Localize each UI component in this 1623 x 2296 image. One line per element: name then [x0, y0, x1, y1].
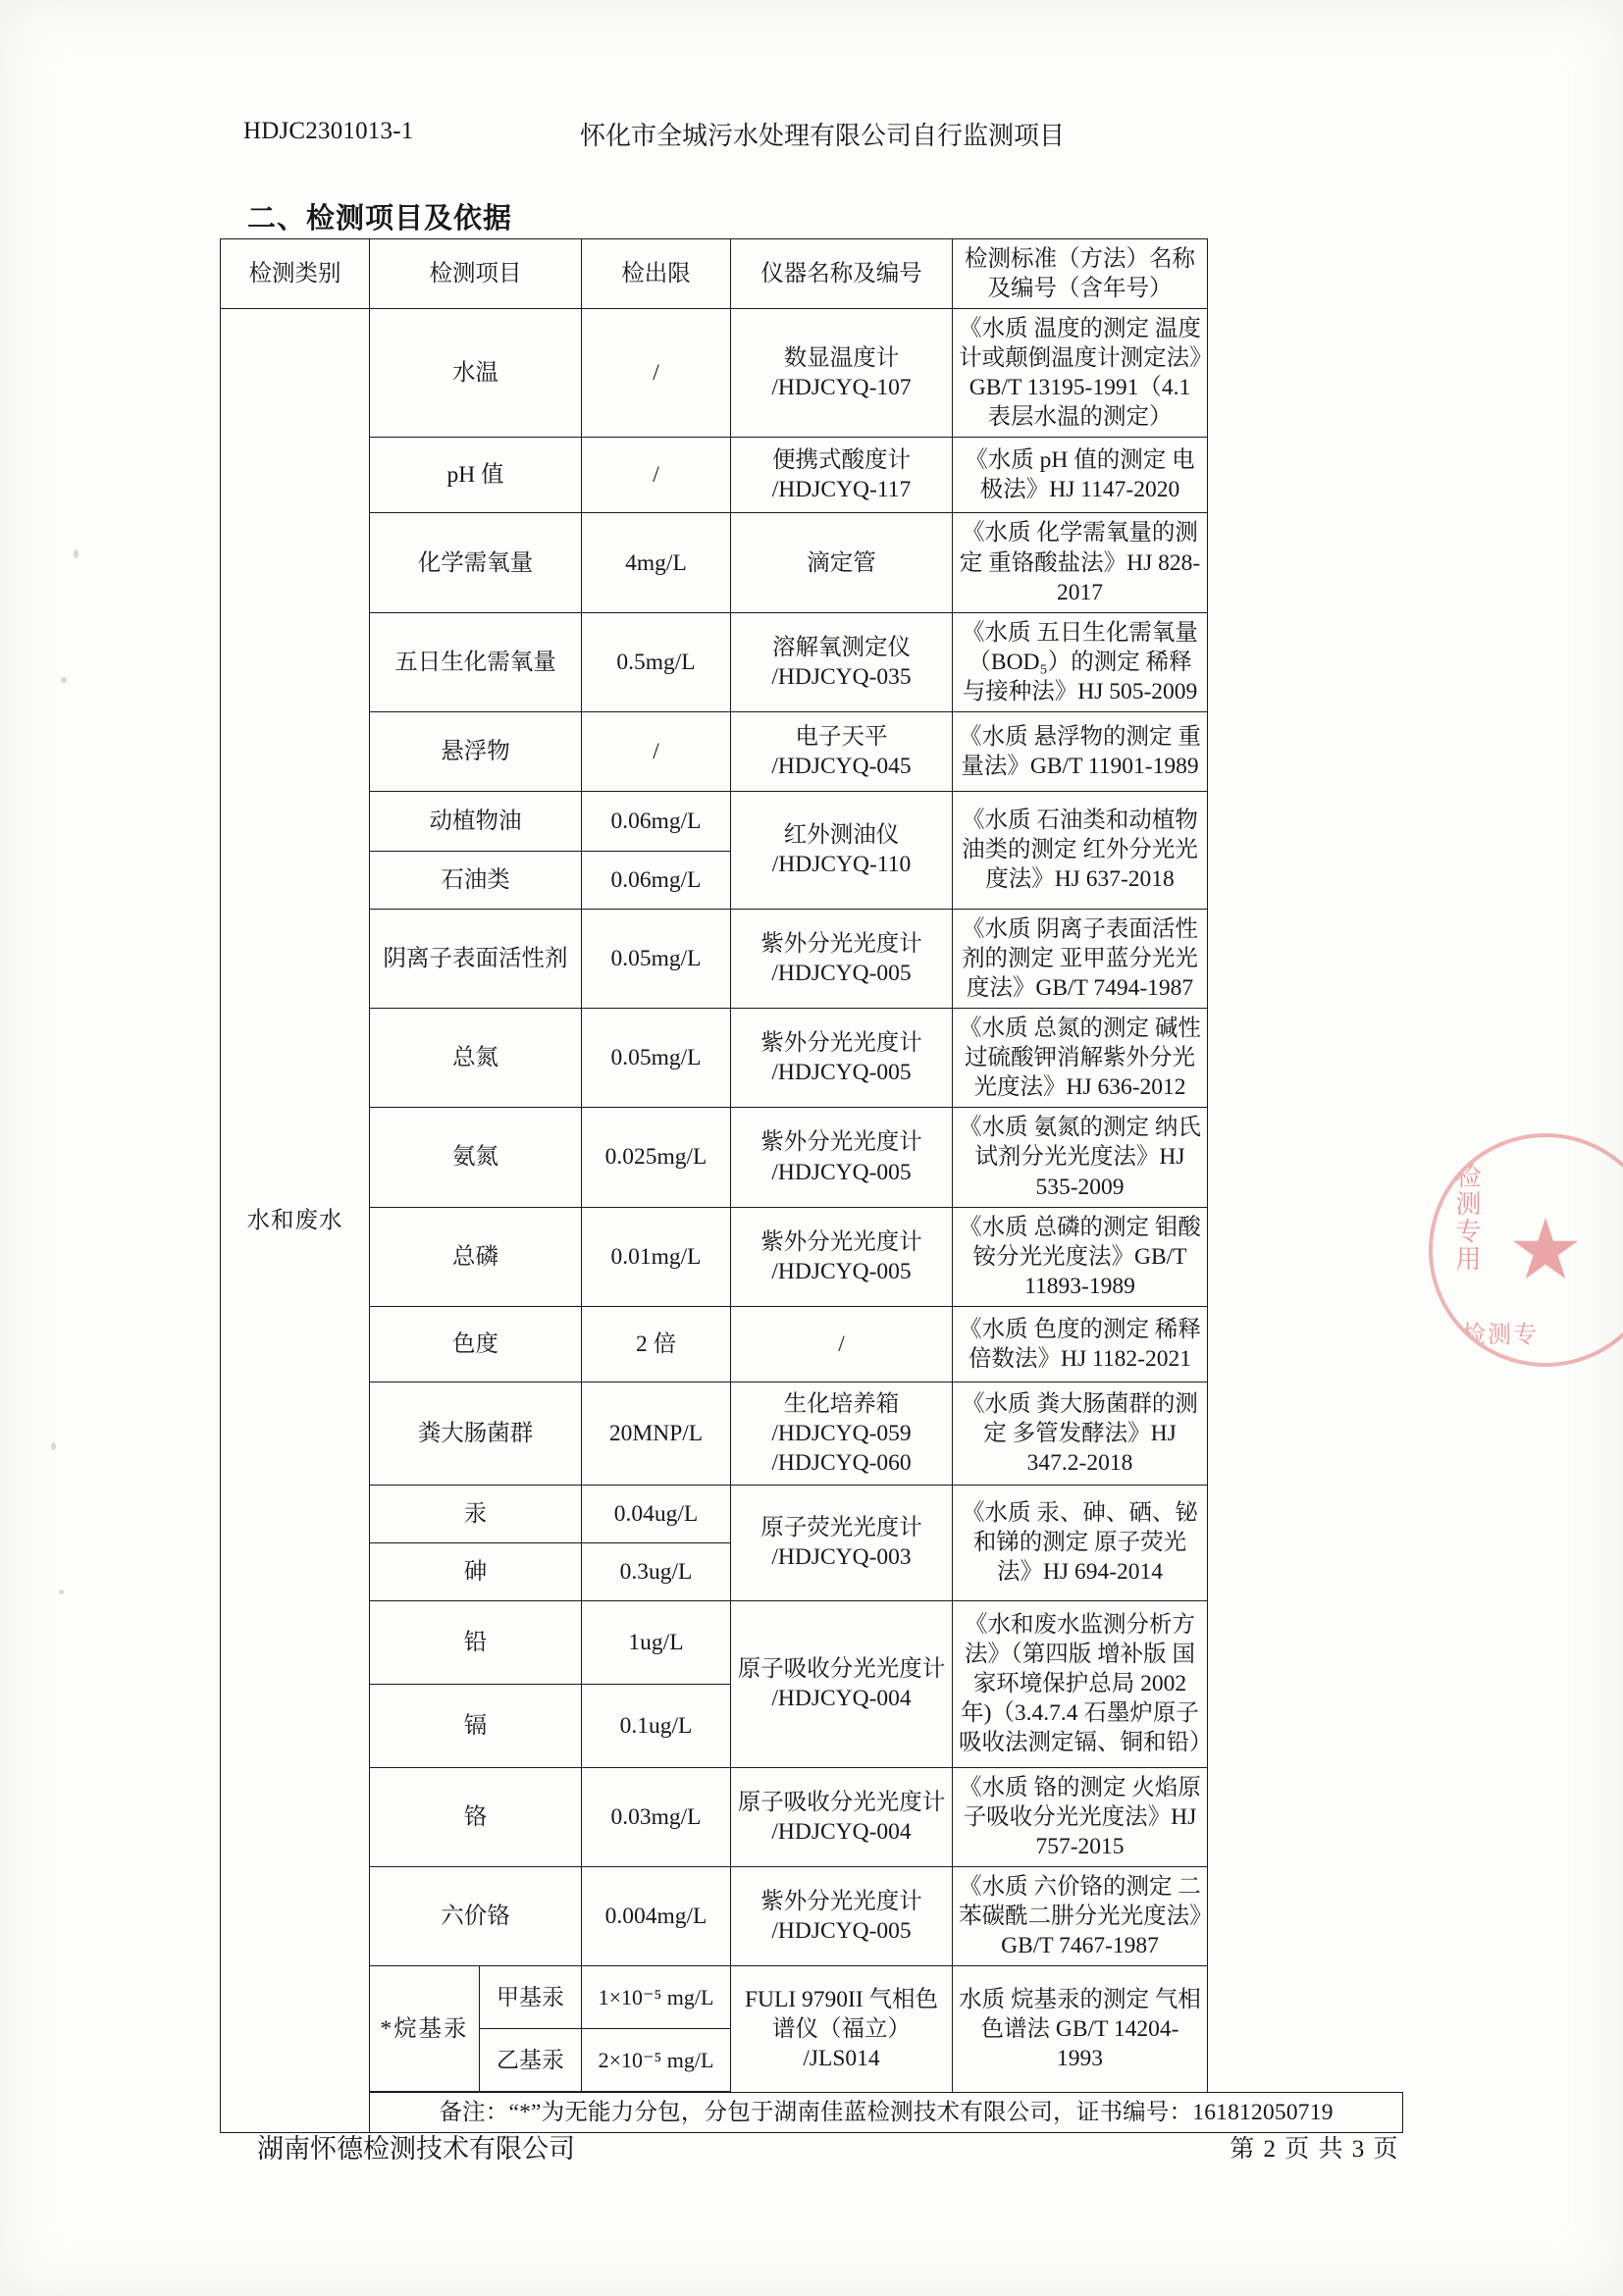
col-header-limit: 检出限: [582, 239, 731, 309]
cell-instrument: [731, 711, 953, 791]
cell-instrument: [731, 1009, 953, 1108]
cell-limit-ethylmercury: 2×10⁻⁵ mg/L: [582, 2029, 730, 2092]
instrument-line-1: 紫外分光光度计: [760, 930, 922, 957]
cell-instrument: [731, 1867, 953, 1966]
section-heading: 二、检测项目及依据: [247, 203, 513, 235]
footer-company: 湖南怀德检测技术有限公司: [257, 2134, 575, 2164]
cell-limit: 0.05mg/L: [582, 1009, 731, 1108]
cell-limit: /: [582, 309, 731, 438]
table-row: [221, 1382, 1403, 1485]
cell-limit: /: [582, 438, 731, 513]
cell-item: pH 值: [370, 438, 582, 513]
seal-text-bottom: 检测专: [1462, 1323, 1539, 1348]
table-row: [221, 513, 1403, 612]
cell-standard: 《水质 化学需氧量的测定 重铬酸盐法》HJ 828-2017: [953, 513, 1208, 612]
document-code: HDJC2301013-1: [243, 118, 414, 144]
instrument-line-1: FULI 9790II 气相色谱仪（福立）: [744, 1987, 939, 2043]
instrument-line-1: 原子吸收分光光度计: [737, 1789, 946, 1815]
instrument-line-2: /HDJCYQ-005: [771, 961, 912, 987]
cell-item: 氨氮: [370, 1108, 582, 1207]
cell-item-ethylmercury: 乙基汞: [479, 2029, 581, 2092]
instrument-line-2: /HDJCYQ-045: [771, 753, 912, 779]
cell-item: 色度: [370, 1306, 582, 1382]
cell-standard: 《水质 五日生化需氧量（BOD₅）的测定 稀释与接种法》HJ 505-2009: [953, 612, 1208, 711]
cell-item: 石油类: [370, 851, 582, 909]
instrument-line-2: /HDJCYQ-110: [771, 852, 912, 878]
instrument-line-2: /HDJCYQ-003: [771, 1544, 912, 1571]
cell-item: 悬浮物: [370, 711, 582, 791]
cell-instrument: [731, 1207, 953, 1306]
col-header-standard: 检测标准（方法）名称及编号（含年号）: [953, 239, 1208, 309]
cell-standard: 《水质 总氮的测定 碱性过硫酸钾消解紫外分光光度法》HJ 636-2012: [953, 1009, 1208, 1108]
cell-standard: 《水质 pH 值的测定 电极法》HJ 1147-2020: [953, 438, 1208, 513]
cell-standard: 《水质 氨氮的测定 纳氏试剂分光光度法》HJ 535-2009: [953, 1108, 1208, 1207]
col-header-item: 检测项目: [370, 239, 582, 309]
instrument-line-2: /HDJCYQ-005: [771, 1918, 912, 1945]
paper-speck: [74, 549, 79, 558]
cell-note: 备注：“*”为无能力分包，分包于湖南佳蓝检测技术有限公司，证书编号：161812050719: [370, 2093, 1403, 2133]
cell-item: 总磷: [370, 1207, 582, 1306]
cell-standard: 《水质 石油类和动植物油类的测定 红外分光光度法》HJ 637-2018: [953, 791, 1208, 909]
cell-instrument: [731, 1382, 953, 1485]
table-row: [221, 791, 1403, 851]
cell-item-methylmercury: 甲基汞: [479, 1966, 581, 2029]
cell-item: 化学需氧量: [370, 513, 582, 612]
instrument-line-1: 原子吸收分光光度计: [737, 1656, 946, 1683]
instrument-line-2: /HDJCYQ-004: [771, 1818, 912, 1845]
cell-limit: 0.5mg/L: [582, 612, 731, 711]
cell-instrument: [731, 1485, 953, 1600]
official-seal-stamp: [1429, 1133, 1623, 1367]
instrument-line-1: 红外测油仪: [783, 822, 900, 849]
instrument-line-1: 便携式酸度计: [772, 447, 911, 474]
instrument-line-1: 紫外分光光度计: [760, 1030, 922, 1057]
table-row: [221, 438, 1403, 513]
table-row: [221, 1207, 1403, 1306]
cell-limit: 0.06mg/L: [582, 851, 731, 909]
instrument-line-1: 紫外分光光度计: [760, 1228, 922, 1255]
instrument-line-2: /HDJCYQ-005: [771, 1258, 912, 1284]
paper-speck: [51, 1442, 56, 1450]
table-row: [221, 1966, 1403, 2093]
cell-item: 铅: [370, 1600, 582, 1684]
cell-limit: 4mg/L: [582, 513, 731, 612]
table-row: [221, 1600, 1403, 1684]
cell-standard: 《水质 温度的测定 温度计或颠倒温度计测定法》GB/T 13195-1991（4.1 表层水温的测定）: [953, 309, 1208, 438]
cell-standard: 《水质 汞、砷、硒、铋和锑的测定 原子荧光法》HJ 694-2014: [953, 1485, 1208, 1600]
instrument-line-1: 紫外分光光度计: [760, 1129, 922, 1156]
instrument-line-2: /HDJCYQ-004: [771, 1686, 912, 1712]
instrument-line-2: /JLS014: [803, 2046, 880, 2072]
cell-item: 镉: [370, 1684, 582, 1767]
cell-instrument: [731, 1767, 953, 1866]
cell-limit: 0.03mg/L: [582, 1767, 731, 1866]
cell-standard: 《水质 色度的测定 稀释倍数法》HJ 1182-2021: [953, 1306, 1208, 1382]
cell-limit-methylmercury: 1×10⁻⁵ mg/L: [582, 1966, 730, 2029]
cell-instrument: [731, 1966, 953, 2093]
cell-alkyl-mercury-group: *烷基汞: [370, 1966, 479, 2092]
table-row: [221, 1485, 1403, 1542]
cell-item: 汞: [370, 1485, 582, 1542]
table-row: [221, 1867, 1403, 1966]
cell-instrument: [731, 791, 953, 909]
table-row: [221, 909, 1403, 1008]
cell-limit: 0.05mg/L: [582, 909, 731, 1008]
cell-standard: 《水质 铬的测定 火焰原子吸收分光光度法》HJ 757-2015: [953, 1767, 1208, 1866]
footer-page-number: 第 2 页 共 3 页: [1230, 2136, 1399, 2163]
cell-item: 水温: [370, 309, 582, 438]
page-header: [0, 118, 1623, 151]
cell-item-group: [370, 1966, 582, 2093]
seal-text-top: 检测专用: [1452, 1163, 1481, 1273]
instrument-line-3: /HDJCYQ-060: [771, 1449, 912, 1476]
cell-limit: 0.025mg/L: [582, 1108, 731, 1207]
table-row: [221, 612, 1403, 711]
cell-instrument: [731, 438, 953, 513]
cell-item: 砷: [370, 1542, 582, 1600]
cell-item: 五日生化需氧量: [370, 612, 582, 711]
table-row: [221, 1009, 1403, 1108]
cell-limit: 0.06mg/L: [582, 791, 731, 851]
table-row: [221, 1306, 1403, 1382]
cell-category: 水和废水: [221, 309, 370, 2133]
cell-limit: 0.01mg/L: [582, 1207, 731, 1306]
star-icon: ★: [1507, 1203, 1584, 1297]
cell-standard: 《水质 粪大肠菌群的测定 多管发酵法》HJ 347.2-2018: [953, 1382, 1208, 1485]
cell-limit: /: [582, 711, 731, 791]
instrument-line-2: /HDJCYQ-117: [771, 477, 912, 503]
cell-standard: 《水和废水监测分析方法》（第四版 增补版 国家环境保护总局 2002 年)（3.4.7.4 石墨炉原子吸收法测定镉、铜和铅）: [953, 1600, 1208, 1767]
cell-item: 阴离子表面活性剂: [370, 909, 582, 1008]
instrument-line-1: 溶解氧测定仪: [772, 634, 911, 660]
cell-limit: 0.1ug/L: [582, 1684, 731, 1767]
cell-limit: 2 倍: [582, 1306, 731, 1382]
cell-item: 动植物油: [370, 791, 582, 851]
instrument-line-2: /HDJCYQ-005: [771, 1060, 912, 1086]
document-title: 怀化市全城污水处理有限公司自行监测项目: [579, 122, 1066, 150]
cell-item: 六价铬: [370, 1867, 582, 1966]
cell-instrument: [731, 612, 953, 711]
cell-standard: 《水质 悬浮物的测定 重量法》GB/T 11901-1989: [953, 711, 1208, 791]
cell-limit: 0.3ug/L: [582, 1542, 731, 1600]
instrument-line-2: /HDJCYQ-059: [771, 1420, 912, 1446]
instrument-line-1: 生化培养箱: [783, 1390, 900, 1417]
table-header-row: [221, 239, 1403, 309]
paper-speck: [61, 677, 67, 683]
cell-instrument: /: [731, 1306, 953, 1382]
instrument-line-1: 原子荧光光度计: [760, 1515, 922, 1541]
col-header-instrument: 仪器名称及编号: [731, 239, 953, 309]
table-row: [221, 711, 1403, 791]
table-row: [221, 1108, 1403, 1207]
instrument-line-1: 数显温度计: [783, 345, 900, 372]
col-header-category: 检测类别: [221, 239, 370, 309]
cell-instrument: [731, 309, 953, 438]
cell-standard: 《水质 总磷的测定 钼酸铵分光光度法》GB/T 11893-1989: [953, 1207, 1208, 1306]
instrument-line-1: 电子天平: [795, 723, 888, 750]
cell-instrument: 滴定管: [731, 513, 953, 612]
cell-limit: 0.004mg/L: [582, 1867, 731, 1966]
instrument-line-2: /HDJCYQ-035: [771, 663, 912, 690]
cell-standard: 水质 烷基汞的测定 气相色谱法 GB/T 14204-1993: [953, 1966, 1208, 2093]
cell-item: 粪大肠菌群: [370, 1382, 582, 1485]
cell-standard: 《水质 六价铬的测定 二苯碳酰二肼分光光度法》GB/T 7467-1987: [953, 1867, 1208, 1966]
cell-item: 总氮: [370, 1009, 582, 1108]
instrument-line-2: /HDJCYQ-005: [771, 1159, 912, 1185]
cell-limit: 1ug/L: [582, 1600, 731, 1684]
instrument-line-1: 紫外分光光度计: [760, 1889, 922, 1915]
cell-instrument: [731, 909, 953, 1008]
table-row: [221, 309, 1403, 438]
cell-standard: 《水质 阴离子表面活性剂的测定 亚甲蓝分光光度法》GB/T 7494-1987: [953, 909, 1208, 1008]
cell-instrument: [731, 1108, 953, 1207]
cell-limit-group: [582, 1966, 731, 2093]
cell-instrument: [731, 1600, 953, 1767]
cell-limit: 20MNP/L: [582, 1382, 731, 1485]
cell-item: 铬: [370, 1767, 582, 1866]
detection-items-table: [220, 238, 1403, 2133]
cell-limit: 0.04ug/L: [582, 1485, 731, 1542]
table-row: [221, 1767, 1403, 1866]
paper-speck: [59, 1590, 64, 1594]
instrument-line-2: /HDJCYQ-107: [771, 375, 912, 401]
